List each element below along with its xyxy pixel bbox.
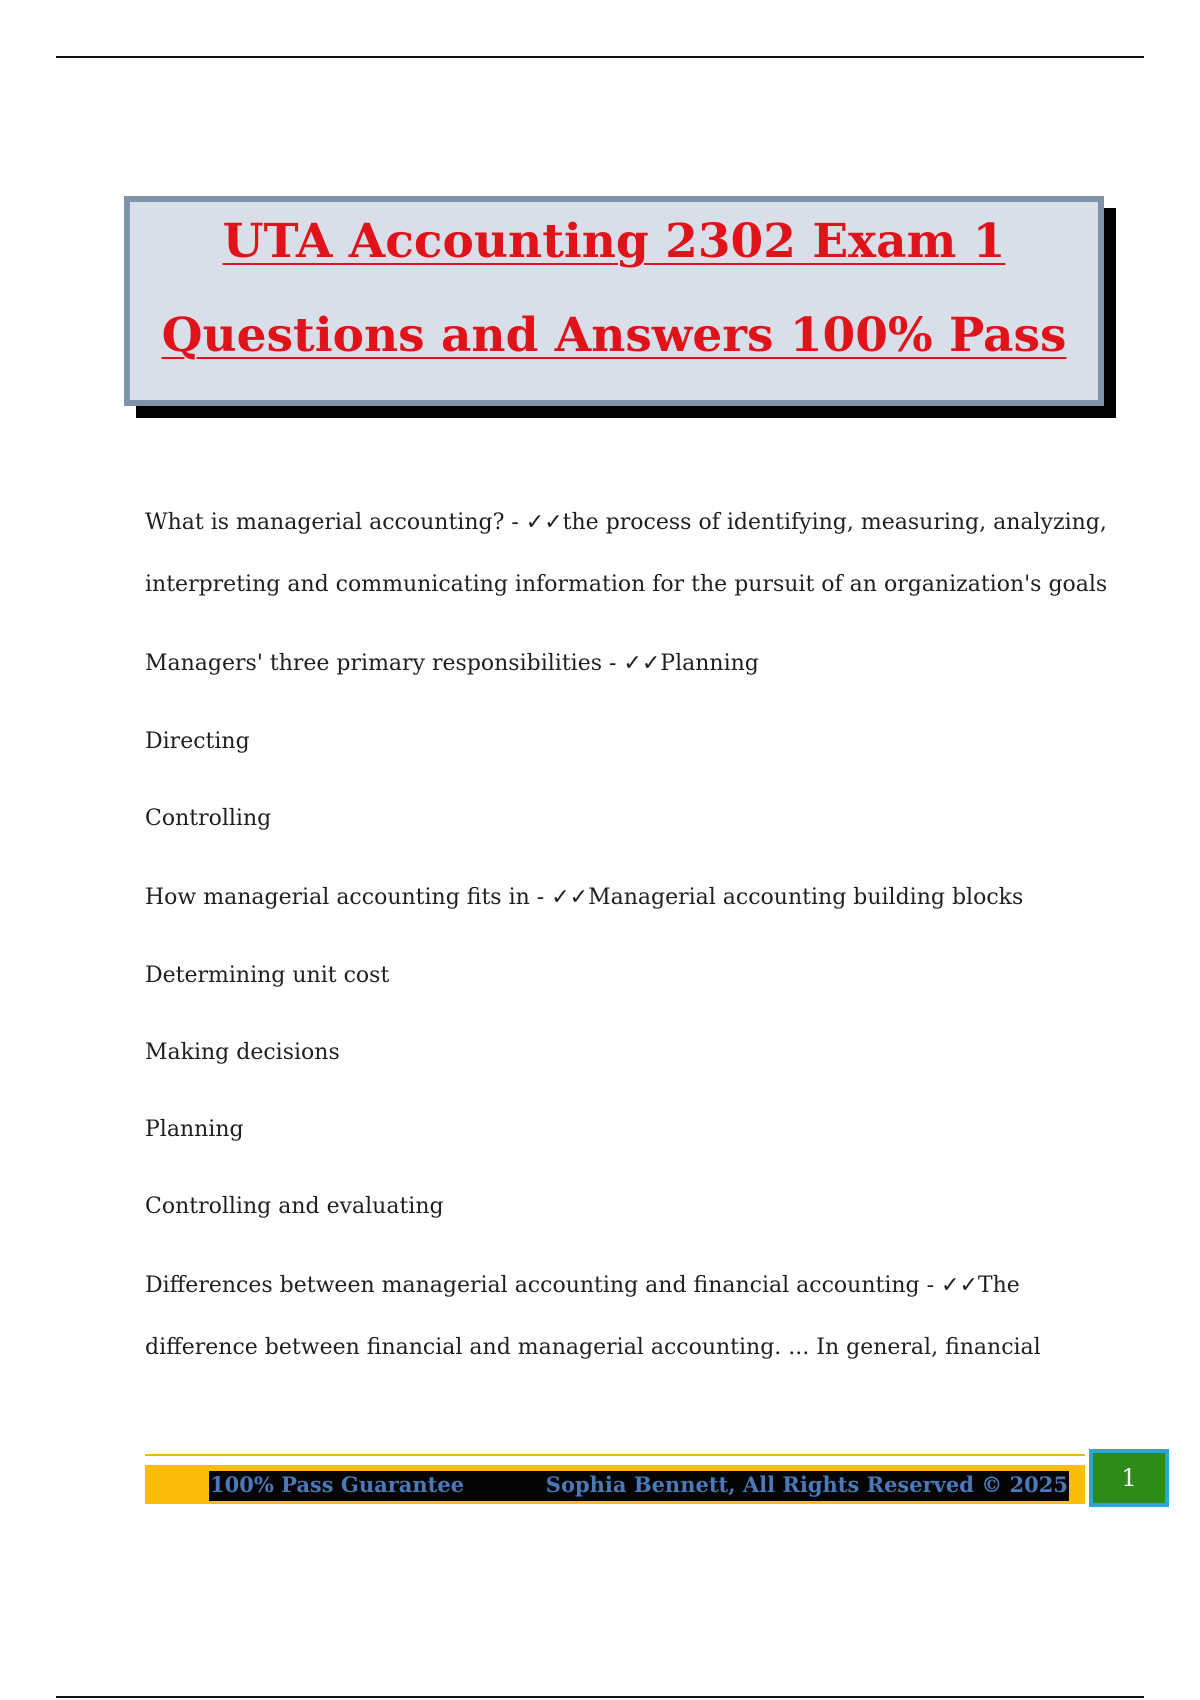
body-line: interpreting and communicating information for the pursuit of an organization's goals: [145, 572, 1108, 597]
body-line: Differences between managerial accounting and financial accounting - ✓✓The: [145, 1273, 1020, 1298]
body-line: Determining unit cost: [145, 963, 390, 988]
body-line: Planning: [145, 1117, 244, 1142]
footer-guarantee-text: 100% Pass Guarantee: [210, 1472, 465, 1497]
document-title-line-1: UTA Accounting 2302 Exam 1: [222, 214, 1006, 269]
body-line: Managers' three primary responsibilities - ✓✓Planning: [145, 651, 759, 676]
body-line: What is managerial accounting? - ✓✓the process of identifying, measuring, analyzing,: [145, 510, 1107, 535]
footer-gold-rule: [145, 1454, 1085, 1456]
body-line: Making decisions: [145, 1040, 340, 1065]
bottom-rule: [56, 1696, 1144, 1698]
footer-copyright-text: Sophia Bennett, All Rights Reserved © 2025: [545, 1472, 1068, 1497]
body-line: Controlling: [145, 806, 272, 831]
body-line: difference between financial and managerial accounting. ... In general, financial: [145, 1335, 1041, 1360]
title-banner: [124, 196, 1104, 406]
body-line: Controlling and evaluating: [145, 1194, 444, 1219]
body-line: Directing: [145, 729, 250, 754]
document-title-line-2: Questions and Answers 100% Pass: [161, 308, 1067, 363]
title-box: [124, 196, 1104, 406]
body-line: How managerial accounting fits in - ✓✓Managerial accounting building blocks: [145, 885, 1024, 910]
page-number-badge: 1: [1089, 1449, 1169, 1507]
top-rule: [56, 56, 1144, 58]
